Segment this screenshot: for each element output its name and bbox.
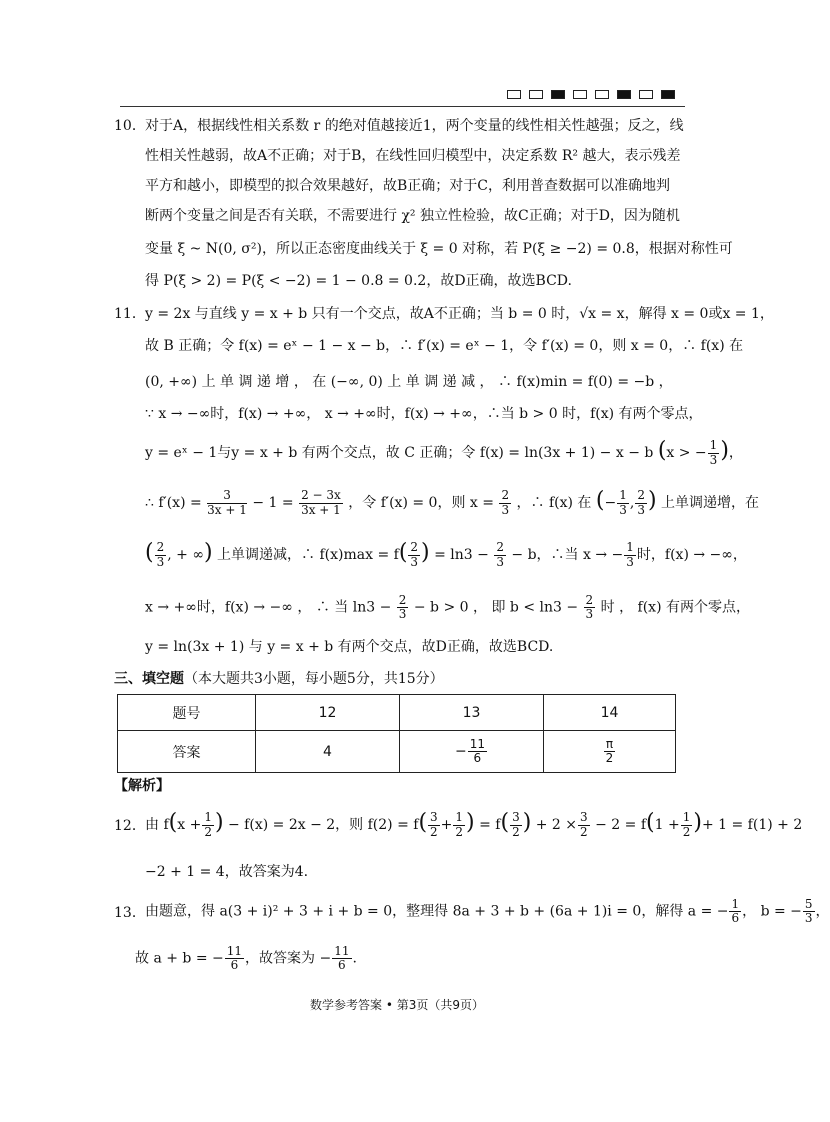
section-title: 三、填空题 (114, 671, 184, 687)
q11-text: − 1 = (252, 495, 294, 511)
fraction: $\frac{2}{3}$ (410, 540, 419, 569)
header-mark (639, 90, 653, 99)
q11-text: 时，f(x) → −∞， (636, 547, 747, 563)
table-cell: 14 (544, 695, 676, 731)
q10-line: 平方和越小，即模型的拟合效果越好，故B正确；对于C，利用普查数据可以准确地判 (145, 178, 670, 194)
header-marks (507, 90, 675, 99)
q11-text: x → +∞时，f(x) → −∞ ， ∴ 当 ln3 − (145, 599, 392, 616)
header-mark (507, 90, 521, 99)
fraction: $\frac{1}{3}$ (709, 438, 718, 467)
q11-line: ∵ x → −∞时，f(x) → +∞， x → +∞时，f(x) → +∞，∴当 b > 0 时，f(x) 有两个零点， (145, 406, 703, 422)
q10-line: 断两个变量之间是否有关联，不需要进行 χ² 独立性检验，故C正确；对于D，因为随机 (145, 208, 680, 224)
q10-line: 变量 ξ ~ N(0, σ²)，所以正态密度曲线关于 ξ = 0 对称，若 P(ξ ≥ −2) = 0.8，根据对称性可 (145, 241, 733, 257)
fraction: $\frac{3}{3x + 1}$ (207, 488, 247, 517)
q11-text: ，令 f′(x) = 0，则 x = (348, 495, 494, 511)
q11-line: y = ln(3x + 1) 与 y = x + b 有两个交点，故D正确，故选BCD. (145, 639, 554, 655)
section-heading (114, 668, 444, 688)
q12-number: 12． (114, 818, 146, 834)
q13-number: 13． (114, 905, 146, 921)
q12-line: 由 f(x + $\frac{1}{2}$ ) − f(x) = 2x − 2，则 f(2) = f( $\frac{3}{2}$ + $\frac{1}{2}$ ) = f( $\frac{3}{2}$ ) + 2 × $\frac{3}{2}$ − 2 = f(1 + $\frac{1}{2}$ )+ 1 = f(1) + 2 (145, 810, 803, 839)
q11-text: ，∴ f(x) 在 (516, 495, 592, 511)
q11-text: = ln3 − (434, 547, 489, 563)
q11-line: y = 2x 与直线 y = x + b 只有一个交点，故A不正确；当 b = 0 时，√x = x，解得 x = 0或x = 1， (145, 306, 774, 322)
fraction: $\frac{1}{3}$ (619, 488, 627, 517)
header-mark (661, 90, 675, 99)
solution-label: 【解析】 (114, 778, 170, 794)
q11-number: 11． (114, 306, 146, 322)
q11-line: ∴ f′(x) = $\frac{3}{3x + 1}$ − 1 = $\frac{2 - 3x}{3x + 1}$ ，令 f′(x) = 0，则 x = $\frac{2}{3}$ ，∴ f(x) 在 (− $\frac{1}{3}$ , $\frac{2}{3}$ ) 上单调递增，在 (145, 488, 759, 517)
table-cell: 12 (256, 695, 400, 731)
q11-text: y = eˣ − 1与y = x + b 有两个交点，故 C 正确；令 f(x) = ln(3x + 1) − x − b (145, 445, 654, 461)
q10-line: 性相关性越弱，故A不正确；对于B，在线性回归模型中，决定系数 R² 越大，表示残差 (145, 148, 681, 164)
header-mark (529, 90, 543, 99)
fraction: $\frac{2}{3}$ (501, 488, 510, 517)
q12-line: −2 + 1 = 4，故答案为4. (145, 864, 309, 880)
table-cell: − $\frac{11}{6}$ (400, 731, 544, 773)
q10-line: 对于A，根据线性相关系数 r 的绝对值越接近1，两个变量的线性相关性越强；反之，线 (145, 118, 684, 134)
q11-line: (0, +∞) 上 单 调 递 增 ， 在 (−∞, 0) 上 单 调 递 减 ， ∴ f(x)min = f(0) = −b ， (145, 374, 673, 390)
q11-line: 故 B 正确；令 f(x) = eˣ − 1 − x − b，∴ f′(x) = eˣ − 1，令 f′(x) = 0，则 x = 0，∴ f(x) 在 (145, 338, 744, 354)
table-cell: 题号 (118, 695, 256, 731)
fraction: $\frac{2}{3}$ (585, 593, 594, 622)
q13-line: 由题意，得 a(3 + i)² + 3 + i + b = 0，整理得 8a + 3 + b + (6a + 1)i = 0，解得 a = − $\frac{1}{6}$ ， b = − $\frac{5}{3}$ ， (145, 897, 830, 926)
q11-line (145, 593, 750, 622)
q11-text: − b，∴当 x → − (511, 547, 624, 563)
table-row (118, 695, 676, 731)
fraction: $\frac{2}{3}$ (156, 540, 165, 569)
q11-line: y = eˣ − 1与y = x + b 有两个交点，故 C 正确；令 f(x) = ln(3x + 1) − x − b (x > − $\frac{1}{3}$ )， (145, 438, 743, 467)
fraction: $\frac{2 - 3x}{3x + 1}$ (301, 488, 341, 517)
q11-text: 上单调递减，∴ f(x)max = f (217, 547, 399, 563)
q11-text: 上单调递增，在 (661, 495, 759, 511)
page-footer: 数学参考答案 • 第3页（共9页） (310, 998, 484, 1012)
q11-text: 时 ， f(x) 有两个零点， (600, 599, 750, 616)
q11-text: ∴ f′(x) = (145, 495, 202, 511)
header-mark (617, 90, 631, 99)
header-rule (120, 106, 685, 107)
q13-line: 故 a + b = − $\frac{11}{6}$ ，故答案为 − $\frac{11}{6}$ . (135, 944, 357, 973)
table-row (118, 731, 676, 773)
table-cell: 13 (400, 695, 544, 731)
fraction: $\frac{1}{3}$ (626, 540, 634, 569)
q11-text: x > − (666, 445, 707, 461)
section-desc: （本大题共3小题，每小题5分，共15分） (184, 671, 444, 687)
table-cell: $\frac{\pi}{2}$ (544, 731, 676, 773)
table-cell: 答案 (118, 731, 256, 773)
q10-number: 10． (114, 118, 146, 134)
table-cell: 4 (256, 731, 400, 773)
q11-text: − b > 0 ， 即 b < ln3 − (413, 599, 579, 616)
header-mark (551, 90, 565, 99)
q11-line: ( $\frac{2}{3}$ , + ∞) 上单调递减，∴ f(x)max = f( $\frac{2}{3}$ ) = ln3 − $\frac{2}{3}$ − b，∴当 x → − $\frac{1}{3}$ 时，f(x) → −∞， (145, 540, 747, 569)
fraction: $\frac{2}{3}$ (637, 488, 645, 517)
fraction: $\frac{2}{3}$ (496, 540, 504, 569)
header-mark (573, 90, 587, 99)
q10-line: 得 P(ξ > 2) = P(ξ < −2) = 1 − 0.8 = 0.2，故D正确，故选BCD. (145, 273, 572, 289)
answer-table (117, 694, 676, 773)
fraction: $\frac{2}{3}$ (398, 593, 407, 622)
header-mark (595, 90, 609, 99)
